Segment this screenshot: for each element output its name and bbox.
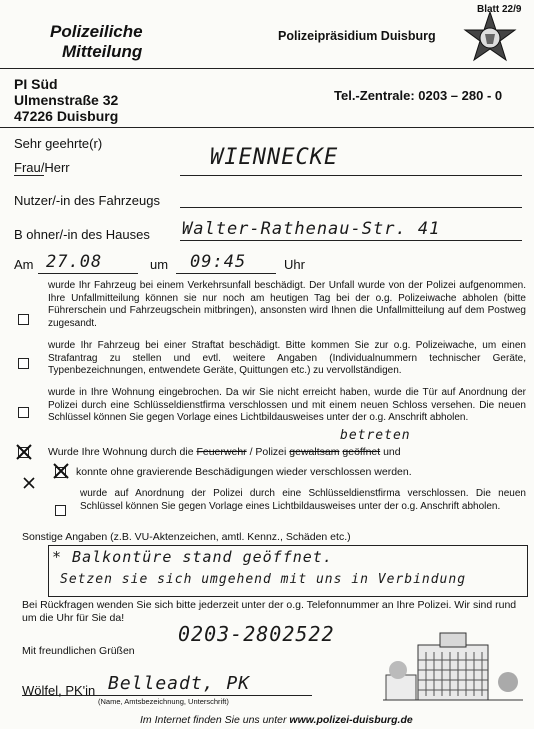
option-crime-text: wurde Ihr Fahrzeug bei einer Straftat beschädigt. Bitte kommen Sie zur o.g. Polizeiwache, um einen Strafantrag zu stellen und evtl. weitere Angaben (Individualnummern technischer Geräte, Typenbezeichnungen, entwendete Geräte, Quittungen etc.) zu vervollständigen.	[48, 340, 526, 376]
option-accident-text: wurde Ihr Fahrzeug bei einem Verkehrsunfall beschädigt. Der Unfall wurde von der Polizei aufgenommen. Ihre Unfallmitteilung können sie nur noch am heutigen Tag bei der o.g. Polizeiwache abholen (bitte Führerschein und Fahrzeugschein mitbringen), ansonsten wird Ihnen die Unfallmitteilung auf dem Postweg zugesandt.	[48, 280, 526, 329]
phone-central: Tel.-Zentrale: 0203 – 280 - 0	[334, 88, 503, 103]
checkbox-cross-mark	[15, 443, 33, 461]
option-opened-text: Wurde Ihre Wohnung durch die Feuerwehr / Polizei gewaltsam geöffnet und	[48, 446, 401, 458]
authority-name: Polizeipräsidium Duisburg	[278, 29, 436, 43]
user-label: Nutzer/-in des Fahrzeugs	[14, 193, 160, 208]
station-street: Ulmenstraße 32	[14, 92, 119, 108]
option-locksmith-text: wurde auf Anordnung der Polizei durch eine Schlüsseldienstfirma verschlossen. Die neuen Schlüssel können Sie gegen Vorlage eines Lichtbildausweises unter der o.g. Anschrift abholen.	[80, 488, 526, 512]
option-burglary-text: wurde in Ihre Wohnung eingebrochen. Da wir Sie nicht erreicht haben, wurde die Tür auf Anordnung der Polizei durch eine Schlüsseldienstfirma verschlossen und mit einem neuen Schloss versehen. Die neuen Schlüssel können Sie gegen Vorlage eines Lichtbildausweises unter der o.g. Anschrift abholen.	[48, 387, 526, 423]
am-label: Am	[14, 257, 34, 272]
other-info-label: Sonstige Angaben (z.B. VU-Aktenzeichen, amtl. Kennz., Schäden etc.)	[22, 531, 351, 543]
margin-cross-mark	[22, 476, 36, 490]
option-locksmith-checkbox[interactable]	[55, 505, 66, 516]
frau-herr: Frau/Herr	[14, 160, 70, 175]
website-link[interactable]: www.polizei-duisburg.de	[289, 714, 413, 726]
resident-label: B ohner/-in des Hauses	[14, 227, 150, 242]
option-locked-text: konnte ohne gravierende Beschädigungen wieder verschlossen werden.	[76, 466, 412, 478]
station-city: 47226 Duisburg	[14, 108, 119, 124]
other-info-handwritten-line1: * Balkontüre stand geöffnet.	[52, 548, 333, 566]
internet-line: Im Internet finden Sie uns unter www.polizei-duisburg.de	[140, 714, 413, 726]
uhr-label: Uhr	[284, 257, 305, 272]
time-handwritten: 09:45	[190, 252, 247, 272]
option-accident-checkbox[interactable]	[18, 314, 29, 325]
title-line1: Polizeiliche	[50, 22, 143, 41]
checkbox-cross-mark	[52, 462, 70, 480]
signature-handwritten: Belleadt, PK	[108, 673, 251, 694]
rueckfragen-text: Bei Rückfragen wenden Sie sich bitte jederzeit unter der o.g. Telefonnummer an Ihre Polizei. Wir sind rund um die Uhr für Sie da!	[22, 599, 517, 624]
name-handwritten: WIENNECKE	[210, 145, 339, 170]
phone-handwritten: 0203-2802522	[178, 622, 335, 646]
title-line2: Mitteilung	[62, 42, 143, 61]
other-info-handwritten-line2: Setzen sie sich umgehend mit uns in Verbindung	[60, 572, 467, 587]
um-label: um	[150, 257, 169, 272]
date-handwritten: 27.08	[46, 252, 103, 272]
option-burglary-checkbox[interactable]	[18, 407, 29, 418]
betreten-handwritten: betreten	[340, 428, 411, 443]
greeting: Mit freundlichen Grüßen	[22, 645, 135, 657]
station-name: PI Süd	[14, 76, 58, 92]
resident-address-handwritten: Walter-Rathenau-Str. 41	[182, 219, 441, 239]
signer-name: Wölfel, PK'in	[22, 683, 96, 698]
salutation: Sehr geehrte(r)	[14, 136, 103, 151]
police-star-icon	[460, 10, 520, 70]
sheet-number: Blatt 22/9	[477, 4, 522, 15]
signature-caption: (Name, Amtsbezeichnung, Unterschrift)	[98, 697, 229, 706]
option-crime-checkbox[interactable]	[18, 358, 29, 369]
police-building-icon	[378, 630, 526, 705]
